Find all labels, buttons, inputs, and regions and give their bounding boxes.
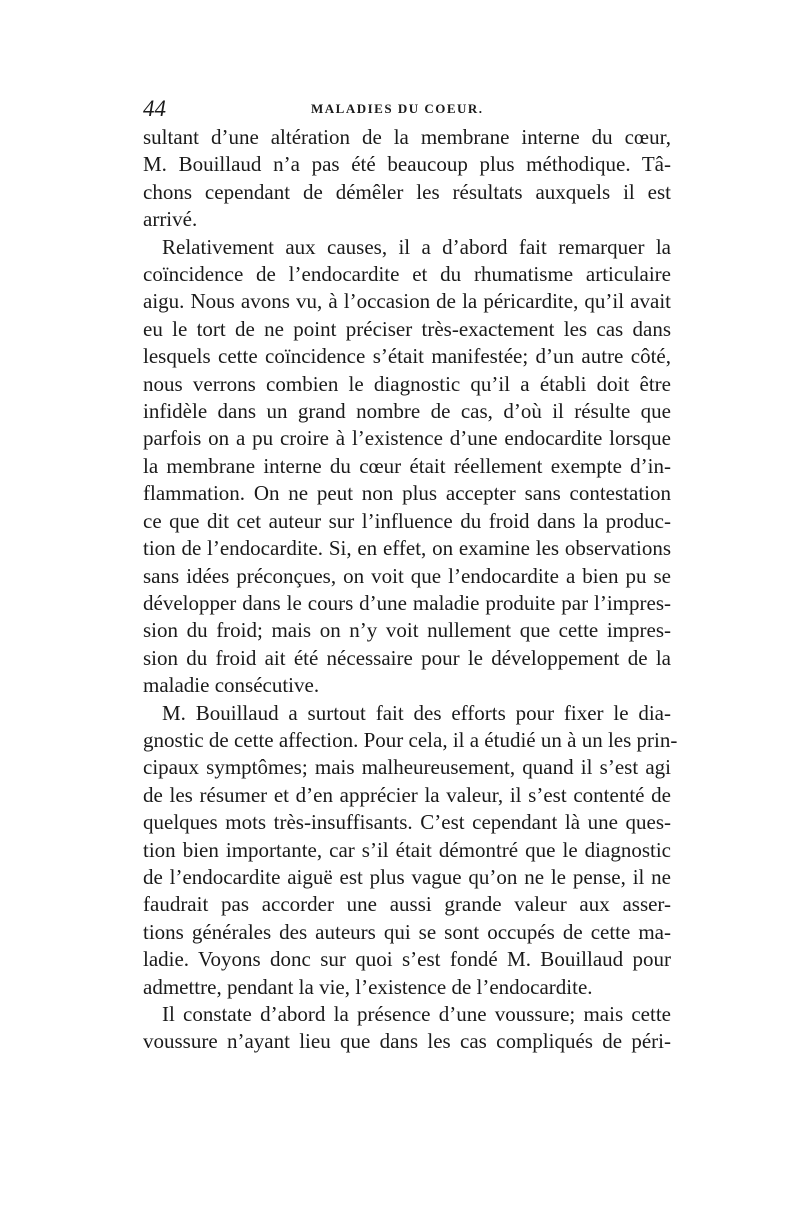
page-number: 44 (143, 96, 166, 121)
text-line: flammation. On ne peut non plus accepter sans contestation (143, 481, 671, 506)
text-line: quelques mots très-insuffisants. C’est cependant là une ques- (143, 810, 671, 835)
text-line: sion du froid; mais on n’y voit nullement que cette impres- (143, 618, 671, 643)
text-line: nous verrons combien le diagnostic qu’il a établi doit être (143, 371, 671, 396)
text-line: tions générales des auteurs qui se sont occupés de cette ma- (143, 919, 671, 944)
text-line: admettre, pendant la vie, l’existence de l’endocardite. (143, 974, 593, 999)
text-line: chons cependant de démêler les résultats auxquels il est (143, 179, 671, 204)
text-line: parfois on a pu croire à l’existence d’une endocardite lorsque (143, 426, 671, 451)
text-line: développer dans le cours d’une maladie produite par l’impres- (143, 590, 671, 615)
text-line: Relativement aux causes, il a d’abord fait remarquer la (162, 234, 671, 259)
text-line: maladie consécutive. (143, 673, 320, 698)
book-page (143, 96, 678, 1056)
text-line: sans idées préconçues, on voit que l’endocardite a bien pu se (143, 563, 671, 588)
running-title: MALADIES DU COEUR. (311, 101, 484, 116)
text-line: M. Bouillaud n’a pas été beaucoup plus méthodique. Tâ- (143, 152, 671, 177)
text-line: de les résumer et d’en apprécier la valeur, il s’est contenté de (143, 782, 671, 807)
text-line: aigu. Nous avons vu, à l’occasion de la péricardite, qu’il avait (143, 289, 671, 314)
text-line: gnostic de cette affection. Pour cela, il a étudié un à un les prin- (143, 727, 678, 752)
page-header (143, 96, 671, 122)
text-line: tion de l’endocardite. Si, en effet, on examine les observations (143, 536, 671, 561)
text-line: infidèle dans un grand nombre de cas, d’où il résulte que (143, 399, 671, 424)
text-line: eu le tort de ne point préciser très-exactement les cas dans (143, 316, 671, 341)
text-line: faudrait pas accorder une aussi grande valeur aux asser- (143, 892, 671, 917)
text-line: la membrane interne du cœur était réellement exempte d’in- (143, 453, 671, 478)
text-line: arrivé. (143, 207, 198, 232)
text-line: Il constate d’abord la présence d’une voussure; mais cette (162, 1002, 671, 1026)
text-line: M. Bouillaud a surtout fait des efforts pour fixer le dia- (162, 700, 671, 725)
text-line: sion du froid ait été nécessaire pour le développement de la (143, 645, 671, 670)
text-line: coïncidence de l’endocardite et du rhumatisme articulaire (143, 262, 671, 287)
text-line: lesquels cette coïncidence s’était manifestée; d’un autre côté, (143, 344, 671, 369)
text-line: ce que dit cet auteur sur l’influence du froid dans la produc- (143, 508, 671, 533)
body-text (143, 124, 678, 1056)
text-line: cipaux symptômes; mais malheureusement, quand il s’est agi (143, 755, 671, 780)
text-line: tion bien importante, car s’il était démontré que le diagnostic (143, 837, 671, 862)
text-line: de l’endocardite aiguë est plus vague qu’on ne le pense, il ne (143, 864, 671, 889)
text-line: sultant d’une altération de la membrane interne du cœur, (143, 125, 671, 149)
text-line: voussure n’ayant lieu que dans les cas compliqués de péri- (143, 1029, 671, 1054)
text-line: ladie. Voyons donc sur quoi s’est fondé M. Bouillaud pour (143, 947, 671, 972)
